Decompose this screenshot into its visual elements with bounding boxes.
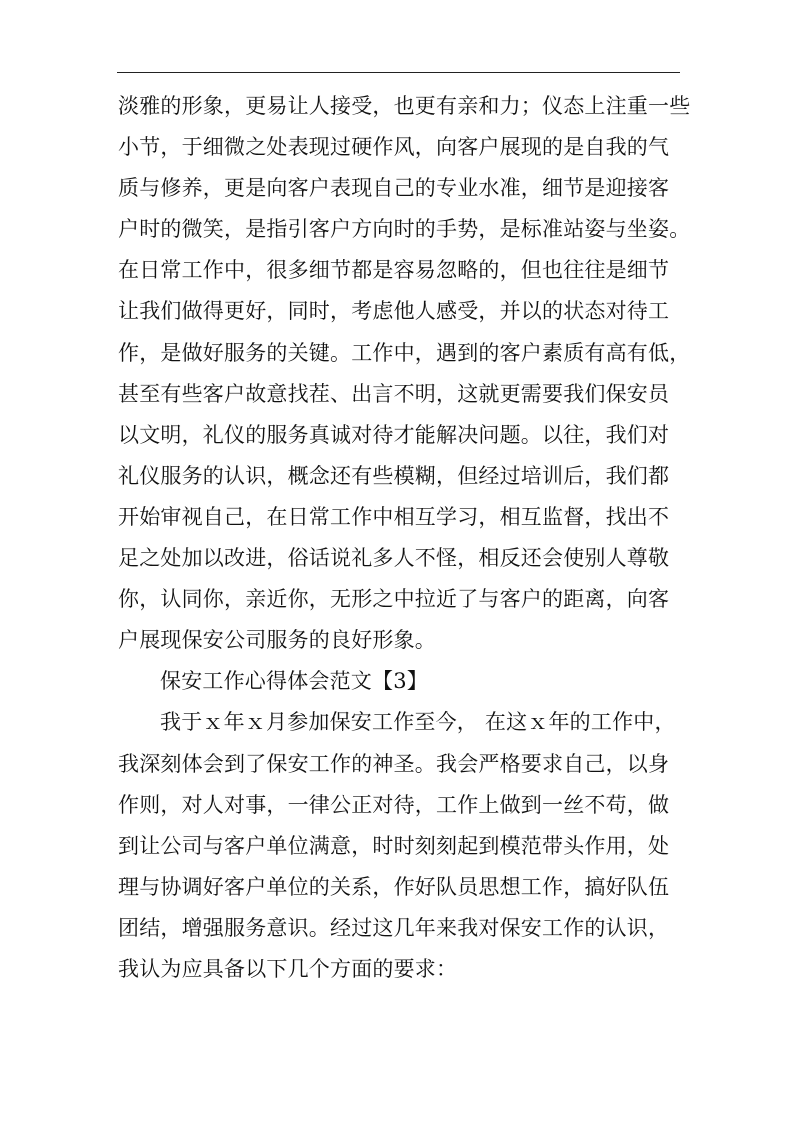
header-rule <box>117 72 680 73</box>
text-line: 我认为应具备以下几个方面的要求： <box>118 956 458 981</box>
text-line: 保安工作心得体会范文【3】 <box>160 669 428 694</box>
text-line: 你，认同你，亲近你，无形之中拉近了与客户的距离，向客 <box>118 587 670 612</box>
text-line: 我于ｘ年ｘ月参加保安工作至今， 在这ｘ年的工作中， <box>160 710 676 735</box>
text-line: 到让公司与客户单位满意，时时刻刻起到模范带头作用，处 <box>118 833 670 858</box>
text-line: 理与协调好客户单位的关系，作好队员思想工作，搞好队伍 <box>118 874 670 899</box>
text-line: 团结，增强服务意识。经过这几年来我对保安工作的认识， <box>118 915 670 940</box>
body-text <box>118 86 718 990</box>
text-line: 质与修养，更是向客户表现自己的专业水准，细节是迎接客 <box>118 176 670 201</box>
text-line: 甚至有些客户故意找茬、出言不明，这就更需要我们保安员 <box>118 381 670 406</box>
text-line: 足之处加以改进，俗话说礼多人不怪，相反还会使别人尊敬 <box>118 546 670 571</box>
text-line: 户时的微笑，是指引客户方向时的手势，是标准站姿与坐姿。 <box>118 217 691 242</box>
text-line: 作，是做好服务的关键。工作中，遇到的客户素质有高有低， <box>118 340 691 365</box>
text-line: 以文明，礼仪的服务真诚对待才能解决问题。以往，我们对 <box>118 422 670 447</box>
text-line: 我深刻体会到了保安工作的神圣。我会严格要求自己，以身 <box>118 751 670 776</box>
text-line: 让我们做得更好，同时，考虑他人感受，并以的状态对待工 <box>118 299 670 324</box>
text-line: 户展现保安公司服务的良好形象。 <box>118 628 436 653</box>
text-line: 礼仪服务的认识，概念还有些模糊，但经过培训后，我们都 <box>118 463 670 488</box>
text-line: 小节，于细微之处表现过硬作风，向客户展现的是自我的气 <box>118 135 670 160</box>
text-line: 作则，对人对事，一律公正对待，工作上做到一丝不苟，做 <box>118 792 670 817</box>
text-line: 在日常工作中，很多细节都是容易忽略的，但也往往是细节 <box>118 258 670 283</box>
text-line: 淡雅的形象，更易让人接受，也更有亲和力；仪态上注重一些 <box>118 94 691 118</box>
text-line: 开始审视自己，在日常工作中相互学习，相互监督，找出不 <box>118 504 670 529</box>
